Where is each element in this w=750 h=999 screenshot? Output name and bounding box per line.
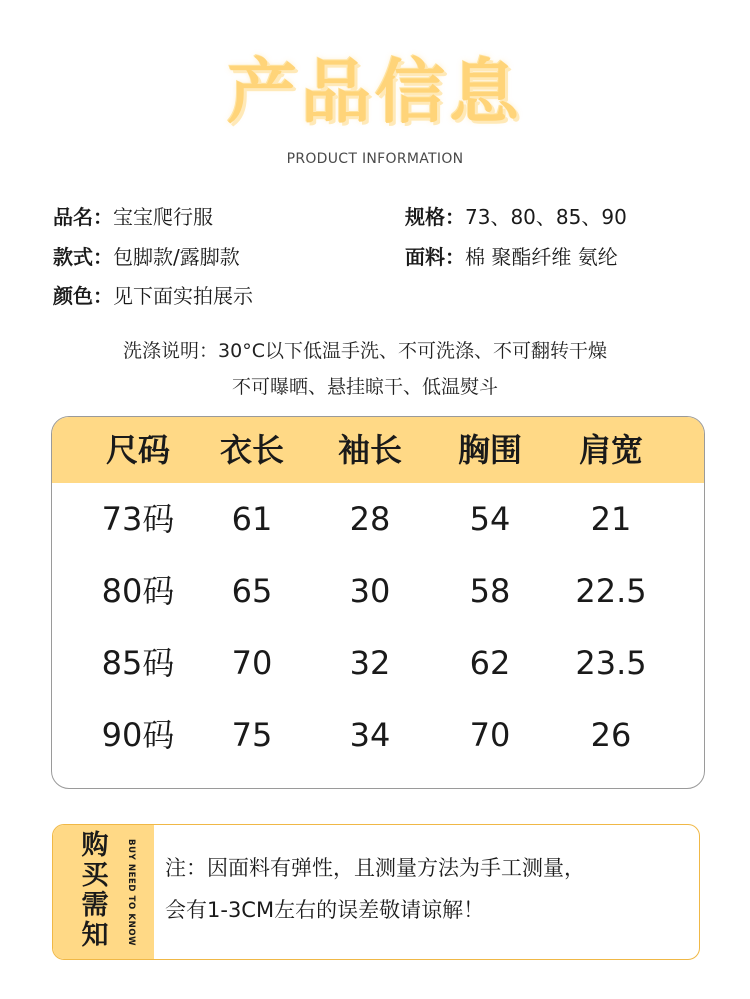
info-product-name xyxy=(53,204,213,230)
column-header-length: 衣长 xyxy=(219,431,284,469)
table-cell-chest: 54 xyxy=(469,500,511,538)
column-header-shoulder: 肩宽 xyxy=(578,431,643,469)
table-cell-sleeve: 34 xyxy=(349,716,391,754)
table-cell-size: 90码 xyxy=(101,716,175,754)
notice-text xyxy=(165,847,693,931)
wash-instructions-line-2: 不可曝晒、悬挂晾干、低温熨斗 xyxy=(231,376,498,398)
notice-line-2: 会有1-3CM左右的误差敬请谅解！ xyxy=(165,898,485,922)
table-cell-sleeve: 28 xyxy=(349,500,391,538)
info-label: 款式： xyxy=(53,245,113,269)
table-cell-shoulder: 23.5 xyxy=(575,644,647,682)
table-cell-sleeve: 30 xyxy=(349,572,391,610)
wash-instructions-line-1: 洗涤说明：30°C以下低温手洗、不可洗涤、不可翻转干燥 xyxy=(123,340,607,362)
notice-label-char: 需 xyxy=(81,890,109,921)
info-label: 颜色： xyxy=(53,284,113,308)
table-cell-sleeve: 32 xyxy=(349,644,391,682)
table-cell-length: 70 xyxy=(231,644,273,682)
info-label: 品名： xyxy=(53,205,113,229)
table-cell-shoulder: 21 xyxy=(590,500,632,538)
table-cell-size: 73码 xyxy=(101,500,175,538)
size-table-header xyxy=(52,417,704,483)
info-value: 73、80、85、90 xyxy=(465,205,627,229)
table-cell-length: 65 xyxy=(231,572,273,610)
notice-label-english: BUY NEED TO KNOW xyxy=(126,839,136,947)
table-cell-size: 80码 xyxy=(101,572,175,610)
notice-line-1: 注：因面料有弹性，且测量方法为手工测量， xyxy=(165,856,585,880)
column-header-sleeve: 袖长 xyxy=(337,431,402,469)
info-style xyxy=(53,244,240,270)
notice-label-char: 买 xyxy=(81,860,109,891)
column-header-size: 尺码 xyxy=(105,431,170,469)
info-label: 面料： xyxy=(405,245,465,269)
table-cell-shoulder: 26 xyxy=(590,716,632,754)
info-size-spec xyxy=(405,204,627,230)
info-label: 规格： xyxy=(405,205,465,229)
notice-label-chinese xyxy=(75,831,115,951)
info-value: 见下面实拍展示 xyxy=(113,284,253,308)
notice-label-char: 知 xyxy=(81,920,109,951)
purchase-notice xyxy=(52,824,700,960)
info-value: 宝宝爬行服 xyxy=(113,205,213,229)
table-cell-chest: 70 xyxy=(469,716,511,754)
size-table xyxy=(51,416,705,789)
table-cell-length: 75 xyxy=(231,716,273,754)
info-fabric xyxy=(405,244,618,270)
table-cell-shoulder: 22.5 xyxy=(575,572,647,610)
info-value: 棉 聚酯纤维 氨纶 xyxy=(465,245,618,269)
column-header-chest: 胸围 xyxy=(457,431,522,469)
notice-label-char: 购 xyxy=(81,830,109,861)
notice-label-panel xyxy=(53,825,154,959)
info-color xyxy=(53,283,253,309)
table-cell-chest: 58 xyxy=(469,572,511,610)
table-cell-chest: 62 xyxy=(469,644,511,682)
table-cell-length: 61 xyxy=(231,500,273,538)
table-cell-size: 85码 xyxy=(101,644,175,682)
page-subtitle: PRODUCT INFORMATION xyxy=(286,151,464,167)
page-title: 产品信息 xyxy=(227,51,523,133)
info-value: 包脚款/露脚款 xyxy=(113,245,240,269)
